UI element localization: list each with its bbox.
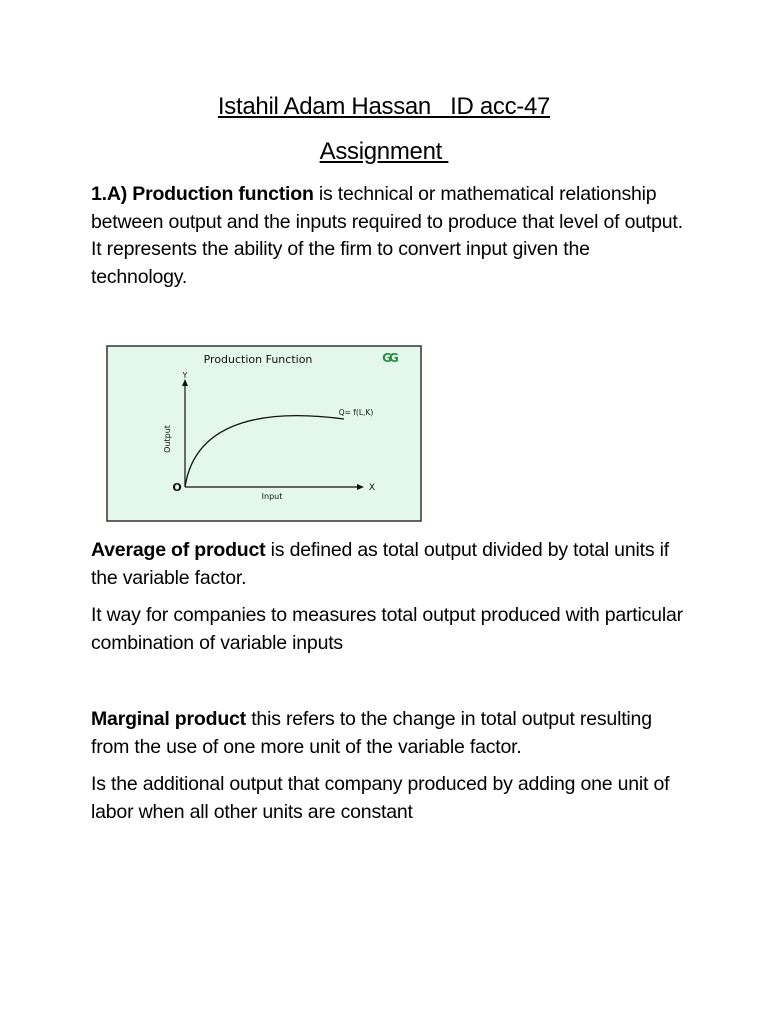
marginal-product-label: Marginal product	[91, 708, 246, 730]
marginal-product-paragraph	[91, 706, 691, 761]
figure-title: Production Function	[203, 353, 313, 366]
production-function-figure	[106, 345, 422, 522]
average-product-text: is defined as total output divided by total units if the variable factor.	[91, 539, 669, 589]
name-id-heading: Istahil Adam Hassan ID acc-47	[217, 93, 551, 120]
logo-text: GG	[382, 351, 396, 365]
average-product-label: Average of product	[91, 539, 266, 561]
y-axis-label: Output	[163, 425, 172, 453]
curve-label: Q= f(L,K)	[338, 408, 374, 417]
production-function-text: is technical or mathematical relationship between output and the inputs required to produce that level of output. It represents the ability of the firm to convert input given the technology.	[91, 183, 683, 289]
production-function-label: 1.A) Production function	[91, 183, 314, 205]
origin-label: O	[172, 481, 182, 494]
y-axis-letter: Y	[182, 371, 188, 380]
marginal-product-text: this refers to the change in total output resulting from the use of one more unit of the variable factor.	[91, 708, 652, 758]
x-axis-label: Input	[261, 492, 283, 501]
production-function-chart	[106, 345, 422, 522]
x-axis-letter: X	[368, 483, 376, 493]
average-product-paragraph	[91, 537, 691, 592]
assignment-heading: Assignment	[319, 138, 449, 165]
marginal-product-extra-paragraph: Is the additional output that company produced by adding one unit of labor when all other units are constant	[91, 773, 670, 823]
gg-logo-icon	[382, 351, 398, 365]
average-product-extra-paragraph: It way for companies to measures total output produced with particular combination of variable inputs	[91, 604, 683, 654]
production-function-paragraph	[91, 181, 691, 292]
